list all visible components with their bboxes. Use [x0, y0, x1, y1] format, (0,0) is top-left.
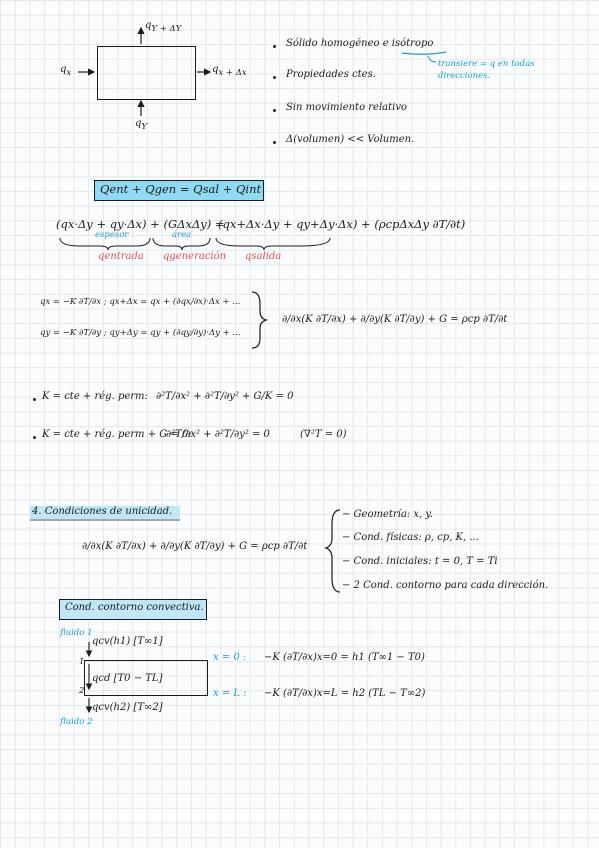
- heat-equation-result: ∂/∂x(K ∂T/∂x) + ∂/∂y(K ∂T/∂y) + G = ρcp ∂T/∂t: [282, 314, 508, 325]
- q-convective-bottom: qcv(h2) [T∞2]: [92, 702, 163, 713]
- espesor-label: espesor: [95, 230, 129, 240]
- generacion-label: qgeneración: [163, 251, 227, 262]
- case-1-label: K = cte + rég. perm:: [42, 391, 148, 402]
- xL-equation: −K (∂T/∂x)x=L = h2 (TL − T∞2): [264, 688, 426, 699]
- q-bottom-label: $q_Y$: [135, 118, 148, 132]
- mark-1: 1: [79, 657, 85, 667]
- assumption-item: Δ(volumen) << Volumen.: [286, 134, 415, 145]
- case-2-equation: ∂²T/∂x² + ∂²T/∂y² = 0: [166, 429, 270, 440]
- section4-title: 4. Condiciones de unicidad.: [32, 506, 173, 517]
- salida-label: qsalida: [245, 251, 282, 262]
- q-top-label: $q_{Y + \Delta Y}$: [145, 20, 182, 34]
- fourier-line-2: qy = −K ∂T/∂y ; qy+Δy = qy + (∂qy/∂y)·Δy + ...: [40, 328, 241, 338]
- balance-equation: Qent + Qgen = Qsal + Qint: [100, 182, 262, 196]
- section4-equation: ∂/∂x(K ∂T/∂x) + ∂/∂y(K ∂T/∂y) + G = ρcp ∂T/∂t: [82, 541, 308, 552]
- condition-item: − Cond. físicas: ρ, cp, K, ...: [342, 532, 479, 543]
- entrada-label: qentrada: [98, 251, 144, 262]
- condition-item: − Geometría: x, y.: [342, 509, 433, 520]
- case-2-note: (∇²T = 0): [300, 429, 347, 440]
- q-conductive: qcd [T0 − TL]: [92, 673, 163, 684]
- xL-label: x = L :: [213, 688, 247, 699]
- fourier-line-1: qx = −K ∂T/∂x ; qx+Δx = qx + (∂qx/∂x)·Δx + ...: [40, 297, 241, 307]
- balance-expanded-right: (qx+Δx·Δy + qy+Δy·Δx) + (ρcpΔxΔy ∂T/∂t): [218, 217, 466, 231]
- assumption-item: Sólido homogéneo e isótropo: [286, 38, 434, 49]
- fluido2-label: fluido 2: [60, 717, 93, 727]
- condition-item: − Cond. iniciales: t = 0, T = Ti: [342, 556, 498, 567]
- assumption-note: transiere = q en todas direcciones.: [438, 59, 535, 81]
- assumption-item: Sin movimiento relativo: [286, 102, 408, 113]
- mark-2: 2: [79, 686, 85, 696]
- case-1-equation: ∂²T/∂x² + ∂²T/∂y² + G/K = 0: [156, 391, 294, 402]
- q-convective-top: qcv(h1) [T∞1]: [92, 636, 163, 647]
- convective-title: Cond. contorno convectiva.: [65, 602, 204, 613]
- x0-equation: −K (∂T/∂x)x=0 = h1 (T∞1 − T0): [264, 652, 425, 663]
- fluido1-label: fluido 1: [60, 628, 93, 638]
- x0-label: x = 0 :: [213, 652, 247, 663]
- q-left-label: $q_x$: [60, 64, 72, 78]
- balance-expanded-left: (qx·Δy + qy·Δx) + (GΔxΔy) =: [56, 217, 225, 231]
- area-label: área: [172, 230, 192, 240]
- condition-item: − 2 Cond. contorno para cada dirección.: [342, 580, 549, 591]
- assumption-item: Propiedades ctes.: [286, 69, 376, 80]
- q-right-label: $q_{x + \Delta x}$: [212, 64, 247, 78]
- case-2-label: K = cte + rég. perm + G = 0:: [42, 429, 192, 440]
